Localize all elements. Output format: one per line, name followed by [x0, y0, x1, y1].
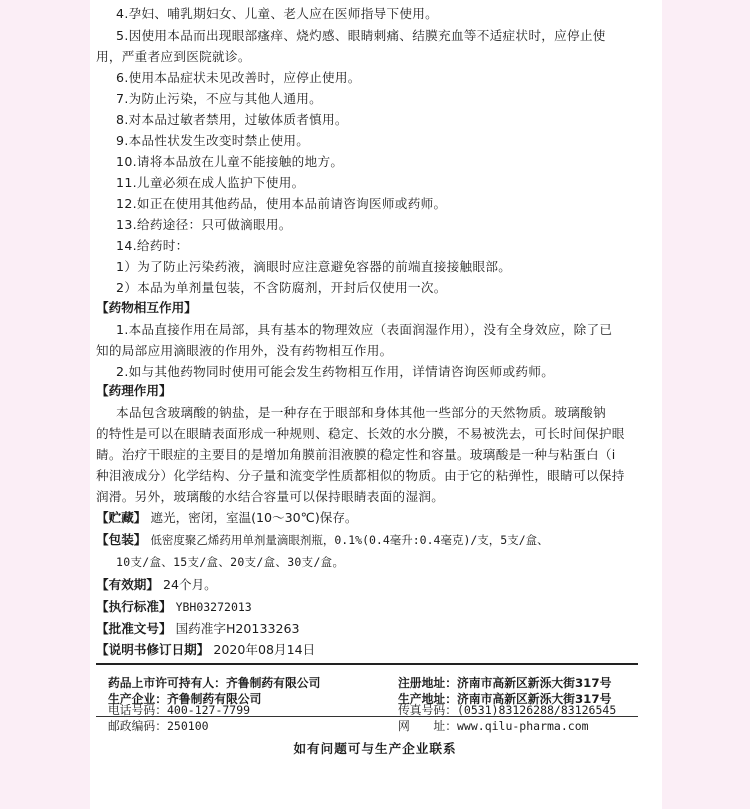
note-line: 12.如正在使用其他药品，使用本品前请咨询医师或药师。: [116, 196, 447, 211]
note-line: 4.孕妇、哺乳期妇女、儿童、老人应在医师指导下使用。: [116, 6, 439, 21]
pharmacology-line: 本品包含玻璃酸的钠盐，是一种存在于眼部和身体其他一些部分的天然物质。玻璃酸钠: [116, 405, 606, 420]
note-line: 14.给药时：: [116, 238, 189, 253]
footer-top-rule: [96, 663, 638, 665]
zip-label: 邮政编码：: [108, 719, 167, 733]
zip-row: [108, 718, 209, 734]
interaction-line: 2.如与其他药物同时使用可能会发生药物相互作用，详情请咨询医师或药师。: [116, 364, 555, 379]
revision-text: 2020年08月14日: [213, 642, 316, 657]
note-line: 8.对本品过敏者禁用，过敏体质者慎用。: [116, 112, 348, 127]
note-line: 用，严重者应到医院就诊。: [96, 49, 251, 64]
section-heading: 【药理作用】: [96, 383, 172, 398]
zip-value: 250100: [167, 719, 209, 733]
note-line: 6.使用本品症状未见改善时，应停止使用。: [116, 70, 361, 85]
pharmacology-line: 的特性是可以在眼睛表面形成一种规则、稳定、长效的水分膜，不易被洗去，可长时间保护眼: [96, 426, 625, 441]
contact-note: 如有问题可与生产企业联系: [293, 741, 457, 756]
note-line: 1）为了防止污染药液，滴眼时应注意避免容器的前端直接接触眼部。: [116, 259, 512, 274]
fax-label: 传真号码：: [398, 703, 457, 717]
pharmacology-line: 润滑。另外，玻璃酸的水结合容量可以保持眼睛表面的湿润。: [96, 489, 445, 504]
note-line: 10.请将本品放在儿童不能接触的地方。: [116, 154, 344, 169]
maker-label: 生产企业：: [108, 692, 167, 706]
note-line: 2）本品为单剂量包装，不含防腐剂，开封后仅使用一次。: [116, 280, 447, 295]
package-text: 低密度聚乙烯药用单剂量滴眼剂瓶，0.1%(0.4毫升:0.4毫克)/支，5支/盒、: [150, 533, 549, 547]
reg-address-label: 注册地址：: [398, 676, 457, 690]
section-standard: [96, 597, 252, 617]
maker-value: 齐鲁制药有限公司: [167, 692, 262, 706]
approval-text: 国药准字H20133263: [175, 621, 300, 636]
section-heading: 【药物相互作用】: [96, 300, 197, 315]
section-heading: 【有效期】: [96, 577, 159, 592]
web-value: www.qilu-pharma.com: [457, 719, 589, 733]
note-line: 9.本品性状发生改变时禁止使用。: [116, 133, 310, 148]
pharmacology-line: 睛。治疗干眼症的主要目的是增加角膜前泪液膜的稳定性和容量。玻璃酸是一种与粘蛋白（i: [96, 447, 616, 462]
holder-value: 齐鲁制药有限公司: [225, 676, 321, 690]
reg-address-value: 济南市高新区新泺大街317号: [457, 676, 612, 690]
note-line: 11.儿童必须在成人监护下使用。: [116, 175, 305, 190]
note-line: 13.给药途径：只可做滴眼用。: [116, 217, 292, 232]
phone-label: 电话号码：: [108, 703, 167, 717]
pharmacology-line: 种泪液成分）化学结构、分子量和流变学性质都相似的物质。由于它的粘弹性，眼睛可以保持: [96, 468, 625, 483]
prod-address-value: 济南市高新区新泺大街317号: [457, 692, 612, 706]
section-pharmacology: [96, 381, 172, 401]
section-revision: [96, 640, 315, 660]
section-heading: 【执行标准】: [96, 599, 172, 614]
note-line: 7.为防止污染，不应与其他人通用。: [116, 91, 323, 106]
interaction-line: 知的局部应用滴眼液的作用外，没有药物相互作用。: [96, 343, 393, 358]
standard-text: YBH03272013: [175, 600, 252, 614]
section-interaction: [96, 298, 197, 318]
phone-row: [108, 702, 250, 718]
section-package: [96, 530, 549, 550]
holder-label: 药品上市许可持有人：: [108, 676, 226, 690]
interaction-line: 1.本品直接作用在局部，具有基本的物理效应（表面润湿作用），没有全身效应，除了已: [116, 322, 613, 337]
section-heading: 【说明书修订日期】: [96, 642, 210, 657]
section-storage: [96, 508, 358, 528]
prod-address-label: 生产地址：: [398, 692, 457, 706]
section-heading: 【包装】: [96, 532, 147, 547]
section-approval: [96, 619, 300, 639]
validity-text: 24个月。: [162, 577, 217, 592]
holder-row: [108, 675, 320, 691]
fax-value: (0531)83126288/83126545: [457, 703, 617, 717]
storage-text: 遮光，密闭，室温(10～30℃)保存。: [150, 510, 358, 525]
section-heading: 【贮藏】: [96, 510, 147, 525]
section-validity: [96, 575, 217, 595]
fax-row: [398, 702, 616, 718]
web-label: 网 址：: [398, 719, 457, 733]
note-line: 5.因使用本品而出现眼部瘙痒、烧灼感、眼睛刺痛、结膜充血等不适症状时，应停止使: [116, 28, 606, 43]
section-heading: 【批准文号】: [96, 621, 172, 636]
reg-address-row: [398, 675, 611, 691]
web-row: [398, 718, 589, 734]
package-text-cont: 10支/盒、15支/盒、20支/盒、30支/盒。: [116, 555, 345, 569]
phone-value: 400-127-7799: [167, 703, 251, 717]
